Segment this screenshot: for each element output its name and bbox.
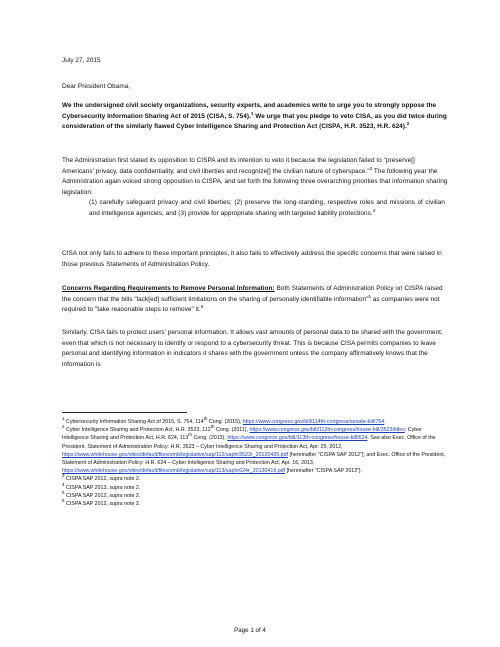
footnotes-section [62, 418, 450, 508]
footnote-ref[interactable]: 6 [200, 304, 204, 310]
footnote-ref[interactable]: 3 [369, 165, 373, 171]
footnote: $^6$ CISPA SAP 2012, supra note 2. [62, 498, 141, 508]
section-heading: Concerns Regarding Requirements to Remove Personal Information: [62, 285, 275, 292]
quote-text: (1) carefully safeguard privacy and civil liberties; (2) preserve the long-standing, respective roles and missions of civilian and intelligence agencies; and (3) provide for appropriate sharing with targeted liability protections. [89, 199, 445, 217]
page-number: Page 1 of 4 [234, 627, 266, 634]
footnote: $^1$ Cybersecurity Information Sharing Act of 2015, S. 754, 114th Cong. (2015), https://www.congress.gov/bill/114th-congress/senate-bill/754. [62, 416, 386, 425]
footnote-ref[interactable]: 4 [372, 207, 376, 213]
letter-date: July 27, 2015 [62, 57, 101, 64]
footnote: $^4$ CISPA SAP 2013, supra note 2. [62, 481, 141, 491]
user-info-paragraph: Similarly, CISA fails to protect users' personal information. It allows vast amounts of personal data to be shared with the government, even that which is not necessary to identify or respond to a cybersecurity threat. This is because CISA permits companies to leave personal and identifying information in indicators it shares with the government unless the company affirmatively knows that the information is [62, 329, 443, 368]
opening-paragraph [62, 101, 448, 133]
personal-info-paragraph [62, 284, 448, 316]
priorities-quote [89, 198, 445, 219]
footnote-ref[interactable]: 5 [368, 293, 371, 299]
footnote: $^3$ CISPA SAP 2012, supra note 2. [62, 473, 141, 483]
footnote-link[interactable]: https://www.whitehouse.gov/sites/default/files/omb/legislative/sap/112/saphr3523r_20120425.pdf [62, 451, 289, 458]
footnote-ref[interactable]: 1 [250, 110, 254, 116]
footnote: $^2$ Cyber Intelligence Sharing and Protection Act, H.R. 3523, 112th Cong. (2011), https://www.congress.gov/bill/112th-congress/house-bill/3523/titles; Cyber Intelligence Sharing and Protection Act, H.R. 624, 113th Cong. (2013), https://www.congress.gov/bill/113th-congress/house-bill/624. See also Exec. Office of the President, Statement of Administration Policy: H.R. 3523 – Cyber Intelligence Sharing and Protection Act, Apr. 25, 2012, [62, 424, 436, 450]
administration-paragraph [62, 156, 448, 198]
opening-text: We the undersigned civil society organizations, security experts, and academics write to urge you to strongly oppose the Cybersecurity Information Sharing Act of 2015 (CISA, S. 754). [62, 102, 437, 120]
paragraph-text: Both Statements of Administration Policy on CISPA raised the concern that the bills "lack[ed] sufficient limitations on the sharing of personally identifiable information" [62, 285, 443, 303]
paragraph-text: The Administration first stated its opposition to CISPA and its intention to veto it because the legislation failed to "preserve[] Americans' privacy, data confidentiality, and civil liberties and recognize[] the civilian nature of cyberspace." [62, 157, 415, 175]
paragraph-text: The following year the Administration again voiced strong opposition to CISPA, and set forth the following three overarching priorities that information sharing legislation: [62, 167, 448, 196]
footnote-link[interactable]: https://www.congress.gov/bill/112th-congress/house-bill/3523/titles [249, 427, 405, 434]
footnote-link[interactable]: https://www.congress.gov/bill/114th-congress/senate-bill/754 [242, 419, 385, 425]
salutation: Dear President Obama, [62, 83, 131, 90]
footnote-continuation: https://www.whitehouse.gov/sites/default/files/omb/legislative/sap/112/saphr3523r_20120425.pdf [hereinafter "CISPA SAP 2012"]; and Exec. Office of the President, Statement of Administration Policy: H.R. 624 – Cyber Intelligence Sharing and Protection Act, Apr. 16, 2013, [62, 451, 446, 467]
paragraph-text: as companies were not required to "take reasonable steps to remove" it. [62, 295, 440, 314]
footnote: $^5$ CISPA SAP 2012, supra note 2. [62, 490, 141, 499]
footnote-link[interactable]: https://www.congress.gov/bill/113th-congress/house-bill/624 [227, 435, 368, 442]
footnote-ref[interactable]: 2 [406, 121, 410, 127]
footnote-link[interactable]: https://www.whitehouse.gov/sites/default/files/omb/legislative/sap/113/saphr624r_20130416.pdf [62, 468, 286, 475]
footnote-continuation: https://www.whitehouse.gov/sites/default/files/omb/legislative/sap/113/saphr624r_20130416.pdf [hereinafter "CISPA SAP 2013"]. [62, 468, 362, 475]
footnote-divider [62, 412, 187, 413]
opening-text-cont: We urge that you pledge to veto CISA, as you did twice during consideration of the similarly flawed Cyber Intelligence Sharing and Protection Act (CISPA, H.R. 3523, H.R. 624). [62, 112, 447, 131]
principles-paragraph: CISA not only fails to adhere to these important principles, it also fails to effectively address the specific concerns that were raised in those previous Statements of Administration Policy. [62, 250, 442, 268]
